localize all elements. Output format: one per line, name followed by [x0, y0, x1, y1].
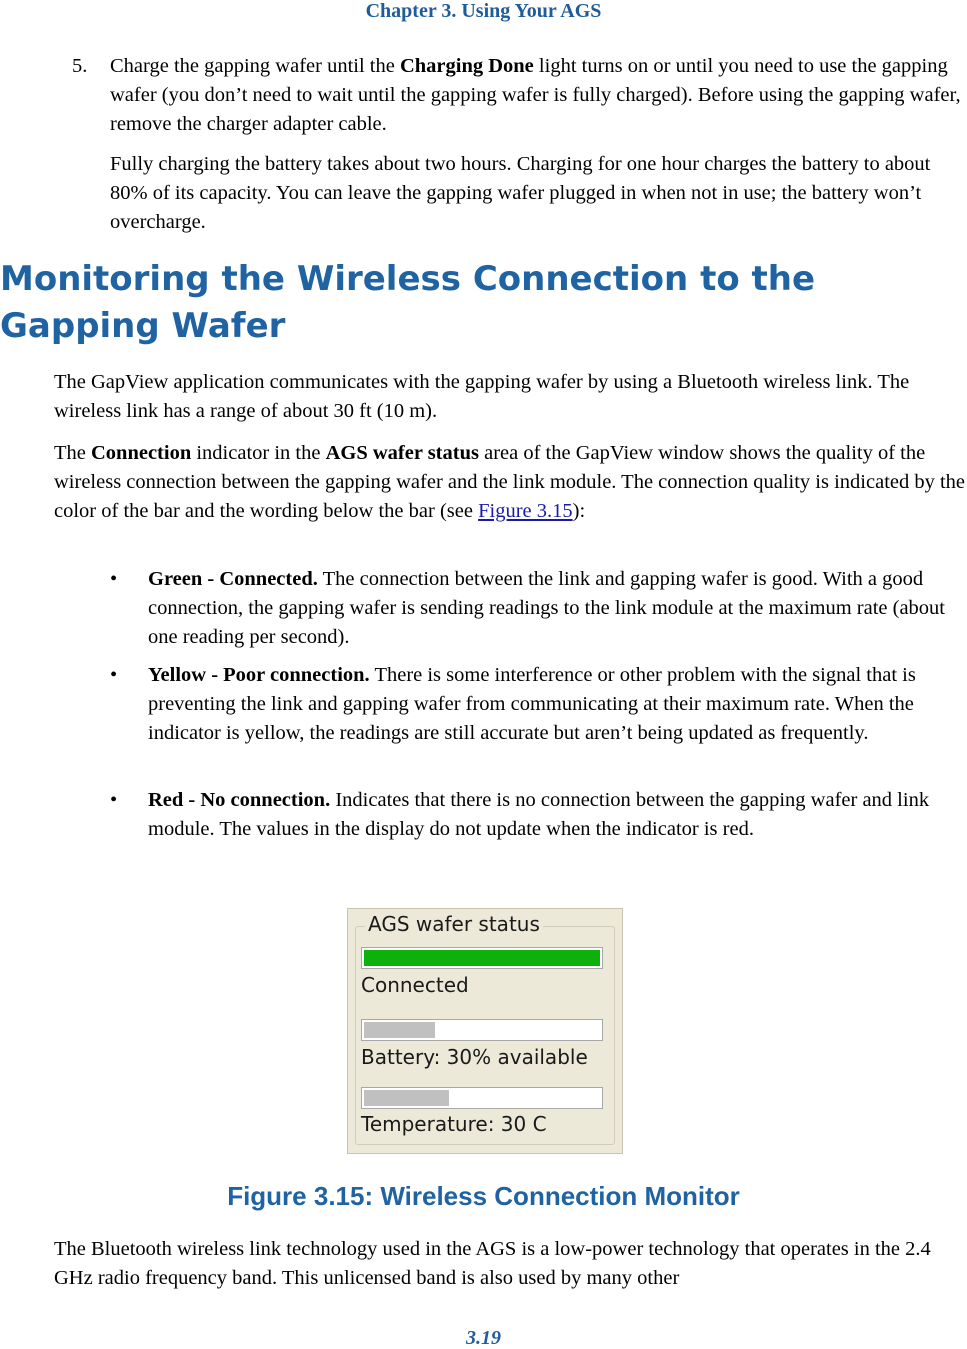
bullet-term: Yellow - Poor connection.: [148, 664, 370, 686]
closing-paragraph: The Bluetooth wireless link technology used in the AGS is a low-power technology that operates in the 2.4 GHz radio frequency band. This unlicensed band is also used by many other: [54, 1238, 931, 1289]
wafer-status-panel: [347, 908, 623, 1154]
bullet-desc: Indicates that there is no connection between the gapping wafer and link module. The values in the display do not update when the indicator is red.: [148, 789, 930, 840]
bullet-marker: •: [110, 664, 118, 686]
connection-paragraph: [54, 439, 966, 526]
step-text-before: Charge the gapping wafer until the: [110, 55, 400, 77]
wafer-status-term: AGS wafer status: [325, 442, 479, 464]
connection-status-label: Connected: [361, 973, 469, 997]
connection-bar-fill: [364, 950, 600, 966]
conn-text-4: ):: [572, 500, 586, 522]
bullet-term: Red - No connection.: [148, 789, 331, 811]
bullet-marker: •: [110, 568, 118, 590]
figure-caption: Figure 3.15: Wireless Connection Monitor: [227, 1181, 740, 1211]
bullet-desc: The connection between the link and gapping wafer is good. With a good connection, the gapping wafer is sending readings to the link module at the maximum rate (about one reading per second).: [148, 568, 946, 648]
conn-text-1: The: [54, 442, 91, 464]
step-number: 5.: [72, 55, 88, 77]
intro-paragraph: The GapView application communicates with the gapping wafer by using a Bluetooth wireless link. The wireless link has a range of about 30 ft (10 m).: [54, 371, 910, 422]
bullet-term: Green - Connected.: [148, 568, 318, 590]
bullet-marker: •: [110, 789, 118, 811]
step-5-text: [110, 52, 962, 139]
section-title: Monitoring the Wireless Connection to the Gapping Wafer: [0, 259, 816, 346]
conn-text-3: area of the GapView window shows the quality of the wireless connection between the gapping wafer and the link module. The connection quality is indicated by the color of the bar and the wording below the bar (see: [54, 442, 966, 522]
bullet-text: [148, 661, 966, 748]
battery-bar-fill: [364, 1022, 435, 1038]
step-text-after: light turns on or until you need to use the gapping wafer (you don’t need to wait until the gapping wafer is fully charged). Before using the gapping wafer, remove the charger adapter cable.: [110, 55, 961, 135]
connection-term: Connection: [91, 442, 192, 464]
charging-note: Fully charging the battery takes about two hours. Charging for one hour charges the battery to about 80% of its capacity. You can leave the gapping wafer plugged in when not in use; the battery won’t overcharge.: [110, 153, 931, 233]
battery-label: Battery: 30% available: [361, 1045, 588, 1069]
running-header: Chapter 3. Using Your AGS: [365, 0, 602, 22]
figure-link[interactable]: Figure 3.15: [478, 500, 573, 522]
bullet-desc: There is some interference or other problem with the signal that is preventing the link and gapping wafer from communicating at their maximum rate. When the indicator is yellow, the readings are still accurate but aren’t being updated as frequently.: [148, 664, 916, 744]
temperature-bar-fill: [364, 1090, 449, 1106]
charging-done-term: Charging Done: [399, 55, 534, 77]
conn-text-2: indicator in the: [191, 442, 326, 464]
page-number: 3.19: [466, 1327, 501, 1349]
connection-bar: [361, 947, 603, 969]
battery-bar: [361, 1019, 603, 1041]
groupbox-title: AGS wafer status: [365, 912, 543, 936]
bullet-text: [148, 565, 966, 652]
temperature-label: Temperature: 30 C: [361, 1112, 547, 1136]
bullet-text: [148, 786, 966, 844]
temperature-bar: [361, 1087, 603, 1109]
